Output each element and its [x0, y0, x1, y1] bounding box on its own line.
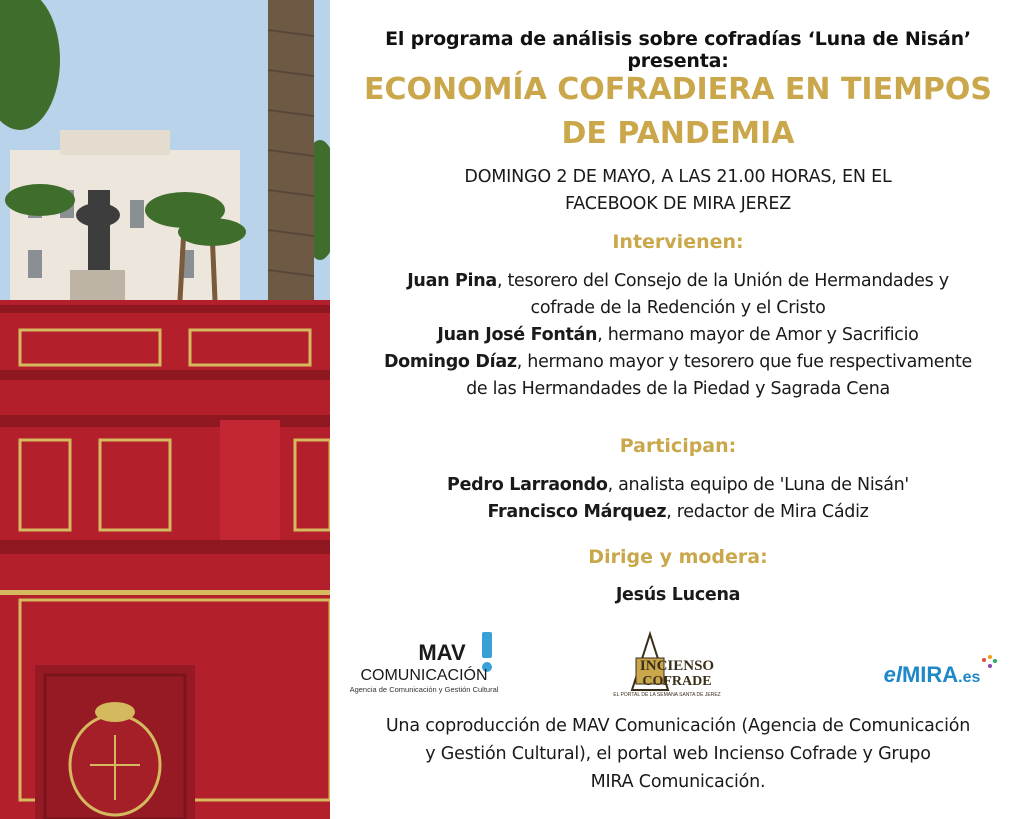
- sponsor-logos: [332, 630, 1024, 700]
- elmira-logo-es: .es: [958, 669, 981, 686]
- event-date: [332, 164, 1024, 218]
- speaker-3: [332, 349, 1024, 376]
- participant-2-name: Francisco Márquez: [487, 502, 667, 522]
- dirige-label: Dirige y modera:: [588, 546, 768, 568]
- speaker-2: [332, 322, 1024, 349]
- background-photo: [0, 0, 330, 819]
- participant-1-desc: , analista equipo de 'Luna de Nisán': [607, 475, 909, 495]
- intro-text: El programa de análisis sobre cofradías ‘Luna de Nisán’ presenta:: [385, 28, 971, 72]
- speaker-3-desc: , hermano mayor y tesorero que fue respectivamente: [516, 352, 973, 372]
- mav-logo: [350, 632, 499, 694]
- speaker-3-desc-cont: de las Hermandades de la Piedad y Sagrada Cena: [466, 379, 890, 399]
- participan-list: [332, 472, 1024, 526]
- footer-line3: MIRA Comunicación.: [590, 772, 766, 792]
- event-date-line2: FACEBOOK DE MIRA JEREZ: [564, 194, 792, 214]
- footer-line2: y Gestión Cultural), el portal web Incienso Cofrade y Grupo: [425, 744, 931, 764]
- elmira-logo-mira: MIRA: [901, 662, 959, 687]
- elmira-logo-el: el: [883, 662, 902, 687]
- mav-logo-top: MAV: [418, 640, 466, 665]
- intervienen-list: [332, 268, 1024, 403]
- speaker-1-name: Juan Pina: [407, 271, 497, 291]
- footer-line1: Una coproducción de MAV Comunicación (Agencia de Comunicación: [385, 716, 971, 736]
- participan-label: Participan:: [619, 435, 737, 457]
- participant-1-name: Pedro Larraondo: [447, 475, 608, 495]
- event-title: [332, 68, 1024, 156]
- mav-logo-sub: Agencia de Comunicación y Gestión Cultural: [349, 685, 499, 694]
- event-title-line2: DE PANDEMIA: [561, 116, 795, 151]
- speaker-2-name: Juan José Fontán: [437, 325, 598, 345]
- incienso-logo-top: INCIENSO: [639, 658, 715, 674]
- event-date-line1: DOMINGO 2 DE MAYO, A LAS 21.00 HORAS, EN EL: [464, 167, 892, 187]
- participant-1: [332, 472, 1024, 499]
- incienso-cofrade-logo: [613, 634, 720, 698]
- participant-2: [332, 499, 1024, 526]
- event-title-line1: ECONOMÍA COFRADIERA EN TIEMPOS: [363, 72, 993, 107]
- incienso-logo-bottom: COFRADE: [642, 674, 712, 689]
- mav-logo-mid: COMUNICACIÓN: [360, 667, 488, 684]
- speaker-3-name: Domingo Díaz: [383, 352, 517, 372]
- elmira-logo: [884, 655, 997, 687]
- speaker-1-desc-cont: cofrade de la Redención y el Cristo: [530, 298, 826, 318]
- footer-credits: [332, 712, 1024, 796]
- speaker-1-desc: , tesorero del Consejo de la Unión de Hermandades y: [496, 271, 949, 291]
- announcement-content: [332, 0, 1024, 819]
- svg-text:elMIRA.es: [884, 662, 981, 687]
- intervienen-label: Intervienen:: [612, 231, 744, 253]
- incienso-logo-sub: EL PORTAL DE LA SEMANA SANTA DE JEREZ: [613, 692, 721, 698]
- moderator: [332, 582, 1024, 609]
- participant-2-desc: , redactor de Mira Cádiz: [666, 502, 869, 522]
- moderator-name: Jesús Lucena: [615, 585, 741, 605]
- speaker-2-desc: , hermano mayor de Amor y Sacrificio: [597, 325, 919, 345]
- speaker-1: [332, 268, 1024, 295]
